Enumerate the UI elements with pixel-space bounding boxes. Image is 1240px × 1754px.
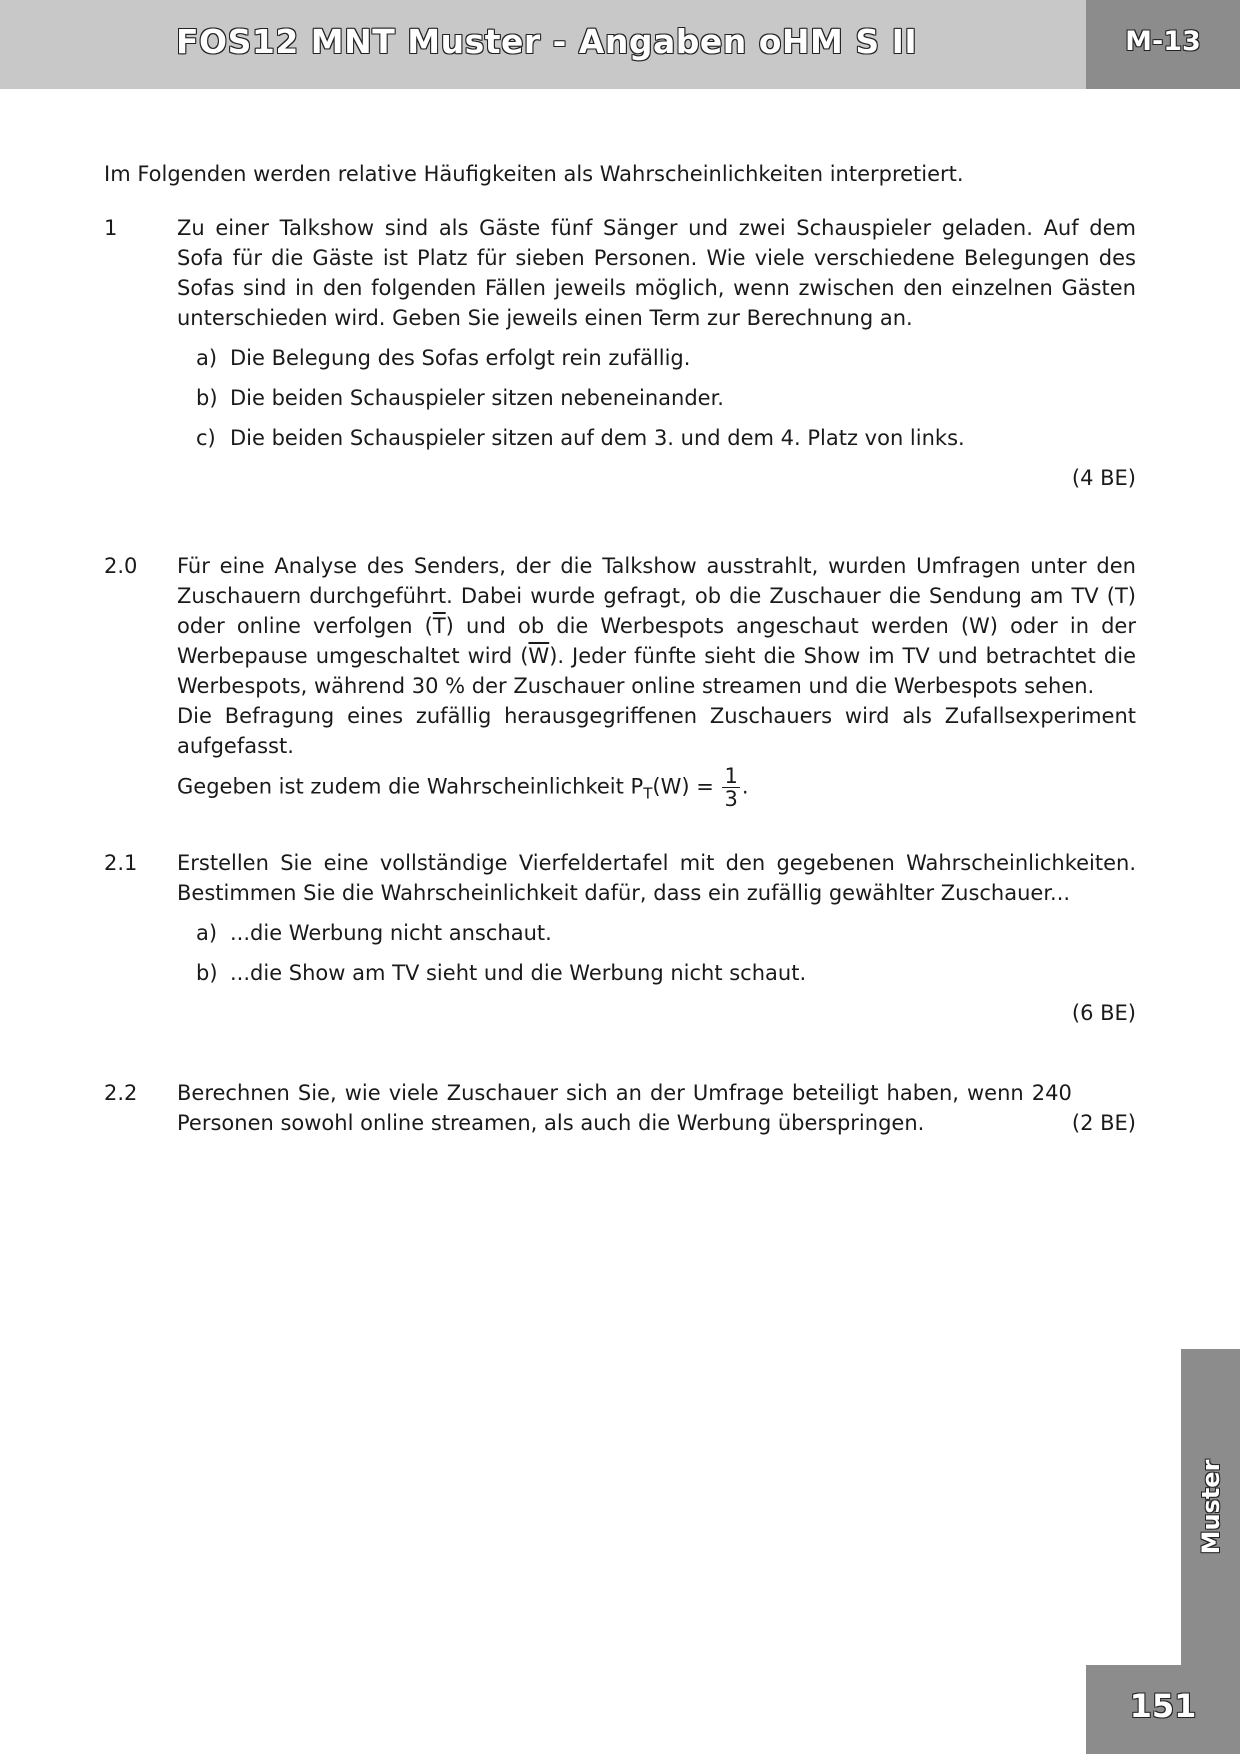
sub-text: ...die Show am TV sieht und die Werbung nicht schaut. [230,961,807,985]
task-number: 2.1 [104,851,138,875]
page-number: 151 [1129,1687,1197,1725]
fraction-denominator: 3 [724,787,738,811]
task-text-part: ) und ob die Werbespots angeschaut werden (W) oder in der Werbepause umgeschaltet wird ( [177,614,1136,668]
task-text-part: ). Jeder fünfte sieht die Show im TV und betrachtet die Werbespots, während 30 % der Zuschauer online streamen und die Werbespots sehen. [177,644,1136,698]
task-number: 2.2 [104,1081,138,1105]
given-mid: (W) = [652,774,721,799]
task-text-part: Berechnen Sie, wie viele Zuschauer sich an der Umfrage beteiligt haben, wenn 240 Personen sowohl online streamen, als auch die Werbung überspringen. [177,1081,1072,1135]
task-number: 2.0 [104,554,138,578]
list-item [177,383,1136,413]
task-text-part: Für eine Analyse des Senders, der die Talkshow ausstrahlt, wurden Umfragen unter den Zuschauern durchgeführt. Dabei wurde gefragt, ob die Zuschauer die Sendung am TV (T) oder online verfolgen ( [177,554,1136,638]
task-text: Zu einer Talkshow sind als Gäste fünf Sänger und zwei Schauspieler geladen. Auf dem Sofa für die Gäste ist Platz für sieben Personen. Wie viele verschiedene Belegungen des Sofas sind in den folgenden Fällen jeweils möglich, wenn zwischen den einzelnen Gästen unterschieden wird. Geben Sie jeweils einen Term zur Berechnung an. [177,216,1136,330]
w-bar-symbol: $\overline{W}$ [528,644,550,668]
page-number-box [1086,1665,1240,1754]
task-text [177,1078,1136,1138]
given-end: . [741,774,749,799]
sub-text: ...die Werbung nicht anschaut. [230,921,552,945]
list-item [177,423,1136,453]
task-2-0 [104,551,1136,810]
given-prefix: Gegeben ist zudem die Wahrscheinlichkeit P [177,774,644,799]
task-text: Erstellen Sie eine vollständige Vierfeldertafel mit den gegebenen Wahrscheinlichkeiten. Bestimmen Sie die Wahrscheinlichkeit dafür, dass ein zufällig gewählter Zuschauer... [177,851,1136,905]
given-probability [177,765,1136,810]
list-item [177,958,1136,988]
points-label: (2 BE) [1071,1111,1136,1135]
side-tab [1181,1349,1240,1665]
sub-label: c) [196,426,216,450]
fraction [722,765,739,810]
task-2-2 [104,1078,1136,1138]
task-number: 1 [104,216,118,240]
header-code-box [1086,0,1240,89]
sub-text: Die Belegung des Sofas erfolgt rein zufällig. [230,346,691,370]
list-item [177,343,1136,373]
sub-label: b) [196,386,218,410]
list-item [177,918,1136,948]
header-title: FOS12 MNT Muster - Angaben oHM S II [176,22,918,61]
sub-list [177,343,1136,453]
sub-text: Die beiden Schauspieler sitzen auf dem 3. und dem 4. Platz von links. [230,426,965,450]
task-text: Die Befragung eines zufällig herausgegriffenen Zuschauers wird als Zufallsexperiment aufgefasst. [177,704,1136,758]
header-code: M-13 [1125,26,1201,57]
page-content [104,159,1136,1138]
given-subscript: T [643,784,653,803]
fraction-numerator: 1 [724,764,738,788]
task-text [177,551,1136,701]
sub-label: b) [196,961,218,985]
sub-label: a) [196,346,218,370]
side-tab-label: Muster [1196,1459,1225,1555]
task-1 [104,213,1136,493]
intro-text: Im Folgenden werden relative Häufigkeiten als Wahrscheinlichkeiten interpretiert. [104,162,964,186]
t-bar-symbol: $\overline{T}$ [432,614,446,638]
sub-list [177,918,1136,988]
header-bar [0,0,1086,89]
sub-label: a) [196,921,218,945]
points-label: (6 BE) [1071,1001,1136,1025]
points-label: (4 BE) [1071,466,1136,490]
task-2-1 [104,848,1136,1028]
sub-text: Die beiden Schauspieler sitzen nebeneinander. [230,386,724,410]
